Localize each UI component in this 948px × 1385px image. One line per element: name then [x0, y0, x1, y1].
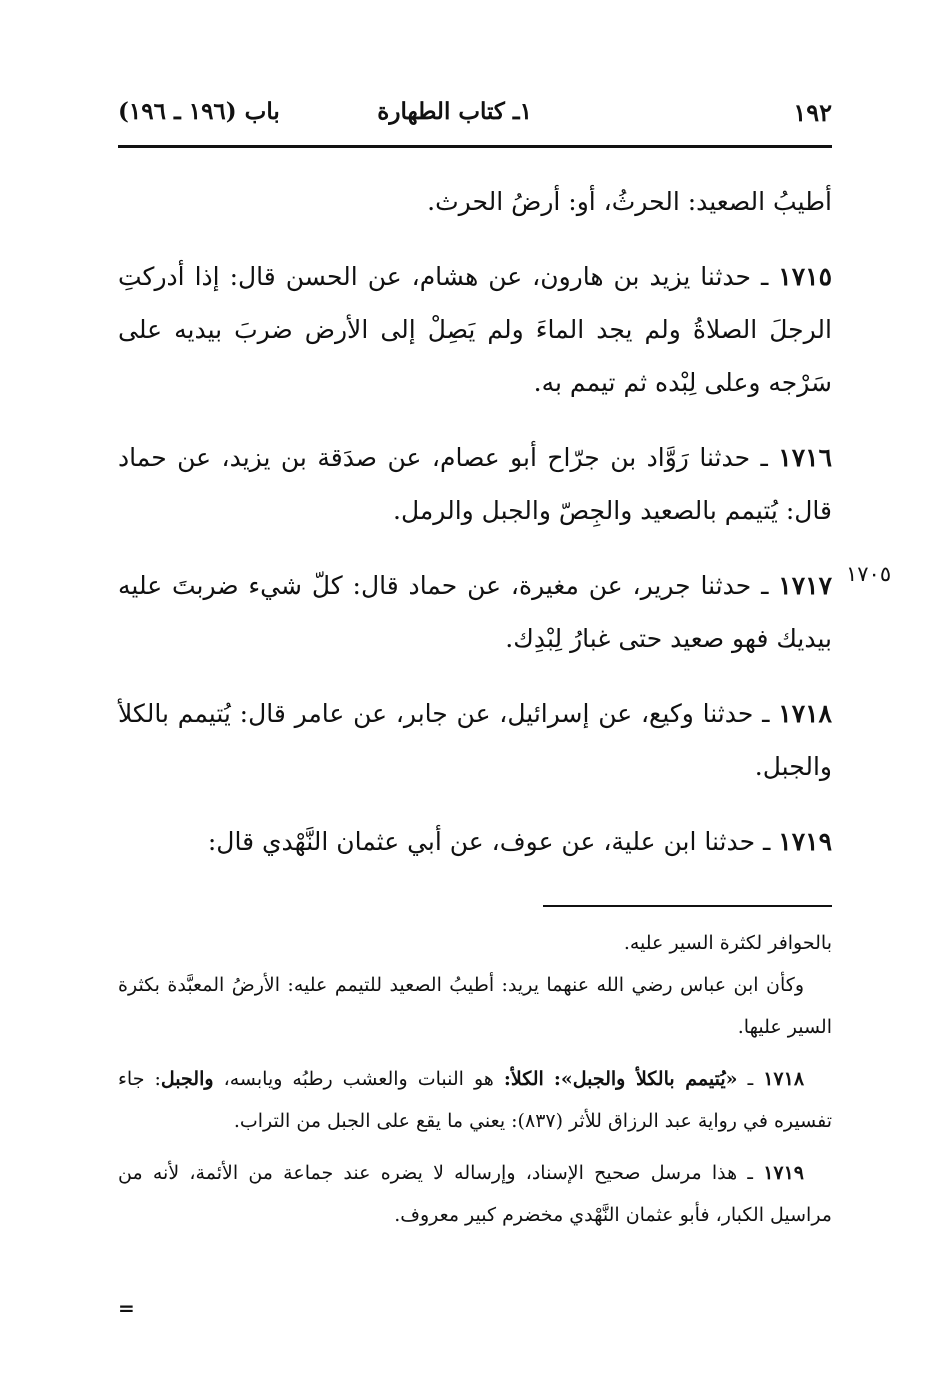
footnote-term: الكلأ: — [503, 1068, 544, 1090]
footnote-continuation: بالحوافر لكثرة السير عليه. — [623, 932, 832, 954]
footnote-term: والجبل — [160, 1068, 214, 1090]
margin-reference-number: ١٧٠٥ — [846, 562, 892, 586]
main-text — [118, 175, 832, 868]
footnote-dash: ـ — [747, 1068, 754, 1090]
footnote-text: : جاء تفسيره في رواية عبد الرزاق للأثر (٨٣٧): يعني ما يقع على الجبل من التراب. — [118, 1068, 832, 1132]
hadith-number: ١٧١٩ — [778, 827, 832, 856]
hadith-text: ـ حدثنا وكيع، عن إسرائيل، عن جابر، عن عامر قال: يُتيمم بالكلأ والجبل. — [118, 699, 832, 781]
continuation-mark: = — [118, 1296, 135, 1320]
hadith-1717 — [118, 559, 832, 665]
hadith-1715 — [118, 250, 832, 409]
page-header — [118, 98, 832, 138]
footnote-text: هو النبات والعشب رطبُه ويابسه، — [223, 1068, 494, 1090]
hadith-text: ـ حدثنا جرير، عن مغيرة، عن حماد قال: كلّ شيء ضربتَ عليه بيديك فهو صعيد حتى غبارُ لِبْدِك. — [118, 571, 832, 653]
hadith-1718 — [118, 687, 832, 793]
footnote-1718 — [118, 1058, 832, 1142]
header-divider — [118, 145, 832, 148]
page-number: ١٩٢ — [793, 98, 832, 127]
hadith-number: ١٧١٦ — [778, 443, 832, 472]
hadith-number: ١٧١٨ — [778, 699, 832, 728]
hadith-text: ـ حدثنا يزيد بن هارون، عن هشام، عن الحسن قال: إذا أدركتِ الرجلَ الصلاةُ ولم يجد الماءَ ولم يَصِلْ إلى الأرض ضربَ بيديه على سَرْجه وعلى لِبْده ثم تيمم به. — [118, 262, 832, 397]
footnotes — [118, 922, 832, 1236]
footnote-explanation: وكأن ابن عباس رضي الله عنهما يريد: أطيبُ الصعيد للتيمم عليه: الأرضُ المعبَّدة بكثرة السير عليها. — [118, 974, 832, 1038]
footnote-1719 — [118, 1152, 832, 1236]
footnote-number: ١٧١٨ — [763, 1068, 805, 1090]
footnote-divider — [543, 905, 832, 907]
footnote-quote: «يُتيمم بالكلأ والجبل»: — [553, 1068, 738, 1090]
footnote-number: ١٧١٩ — [763, 1162, 805, 1184]
hadith-text: ـ حدثنا رَوَّاد بن جرّاح أبو عصام، عن صدَقة بن يزيد، عن حماد قال: يُتيمم بالصعيد والجِصّ والجبل والرمل. — [118, 443, 832, 525]
intro-paragraph: أطيبُ الصعيد: الحرثُ، أو: أرضُ الحرث. — [427, 187, 832, 216]
hadith-number: ١٧١٧ — [778, 571, 832, 600]
footnote-text: ـ هذا مرسل صحيح الإسناد، وإرساله لا يضره عند جماعة من الأئمة، لأنه من مراسيل الكبار، فأبو عثمان النَّهْدي مخضرم كبير معروف. — [118, 1162, 832, 1226]
chapter-title: باب (١٩٦ ـ ١٩٦) — [118, 98, 280, 125]
hadith-text: ـ حدثنا ابن علية، عن عوف، عن أبي عثمان النَّهْدي قال: — [207, 827, 771, 856]
hadith-1719 — [118, 815, 832, 868]
hadith-1716 — [118, 431, 832, 537]
hadith-number: ١٧١٥ — [778, 262, 832, 291]
book-title: ١ـ كتاب الطهارة — [377, 98, 532, 125]
